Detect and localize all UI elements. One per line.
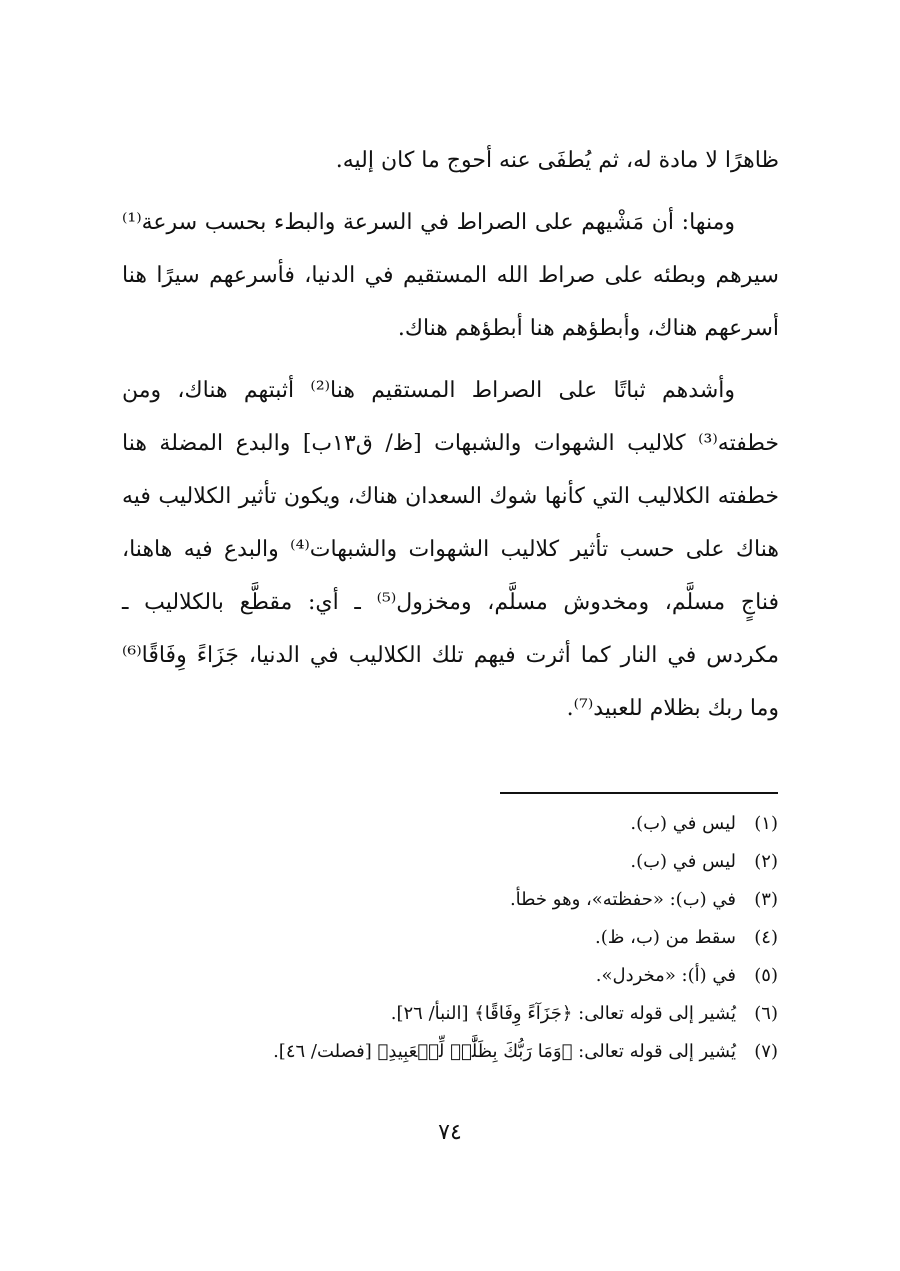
footnote-number: (٢)	[754, 851, 778, 872]
footnote-number: (١)	[754, 813, 778, 834]
footnote-text: يُشير إلى قوله تعالى: ﴿جَزَآءً وِفَاقًا﴾ [النبأ/ ٢٦].	[390, 1003, 736, 1024]
footnote-text: في (أ): «مخردل».	[595, 965, 736, 986]
footnote-divider	[500, 792, 778, 794]
footnote-number: (٥)	[754, 965, 778, 986]
footnote-2	[200, 843, 778, 881]
footnote-1	[200, 805, 778, 843]
page-number: ٧٤	[438, 1120, 462, 1145]
main-text	[122, 134, 779, 735]
paragraph-1: ظاهرًا لا مادة له، ثم يُطفَى عنه أحوج ما كان إليه.	[335, 148, 779, 173]
footnote-number: (٣)	[754, 889, 778, 910]
footnote-text: يُشير إلى قوله تعالى: ﴿وَمَا رَبُّكَ بِظَلَّٰمٖ لِّلۡعَبِيدِ﴾ [فصلت/ ٤٦].	[273, 1041, 736, 1062]
paragraph-2: ومنها: أن مَشْيهم على الصراط في السرعة والبطء بحسب سرعة⁽¹⁾ سيرهم وبطئه على صراط الله المستقيم في الدنيا، فأسرعهم سيرًا هنا أسرعهم هناك، وأبطؤهم هنا أبطؤهم هناك.	[122, 210, 779, 341]
footnote-text: ليس في (ب).	[630, 851, 736, 872]
footnote-text: سقط من (ب، ظ).	[595, 927, 736, 948]
footnote-6	[200, 995, 778, 1033]
footnote-7	[200, 1033, 778, 1071]
paragraph-3: وأشدهم ثباتًا على الصراط المستقيم هنا⁽²⁾ أثبتهم هناك، ومن خطفته⁽³⁾ كلاليب الشهوات والشبهات [ظ/ ق١٣ب] والبدع المضلة هنا خطفته الكلاليب التي كأنها شوك السعدان هناك، ويكون تأثير الكلاليب فيه هناك على حسب تأثير كلاليب الشهوات والشبهات⁽⁴⁾ والبدع فيه هاهنا، فناجٍ مسلَّم، ومخدوش مسلَّم، ومخزول⁽⁵⁾ ـ أي: مقطَّع بالكلاليب ـ مكردس في النار كما أثرت فيهم تلك الكلاليب في الدنيا، جَزَاءً وِفَاقًا⁽⁶⁾ وما ربك بظلام للعبيد⁽⁷⁾.	[122, 378, 779, 721]
footnote-number: (٧)	[754, 1041, 778, 1062]
footnote-3	[200, 881, 778, 919]
footnote-4	[200, 919, 778, 957]
footnotes-list	[200, 805, 778, 1071]
footnote-number: (٤)	[754, 927, 778, 948]
footnote-5	[200, 957, 778, 995]
footnote-number: (٦)	[754, 1003, 778, 1024]
footnote-text: ليس في (ب).	[630, 813, 736, 834]
footnote-text: في (ب): «حفظته»، وهو خطأ.	[509, 889, 736, 910]
